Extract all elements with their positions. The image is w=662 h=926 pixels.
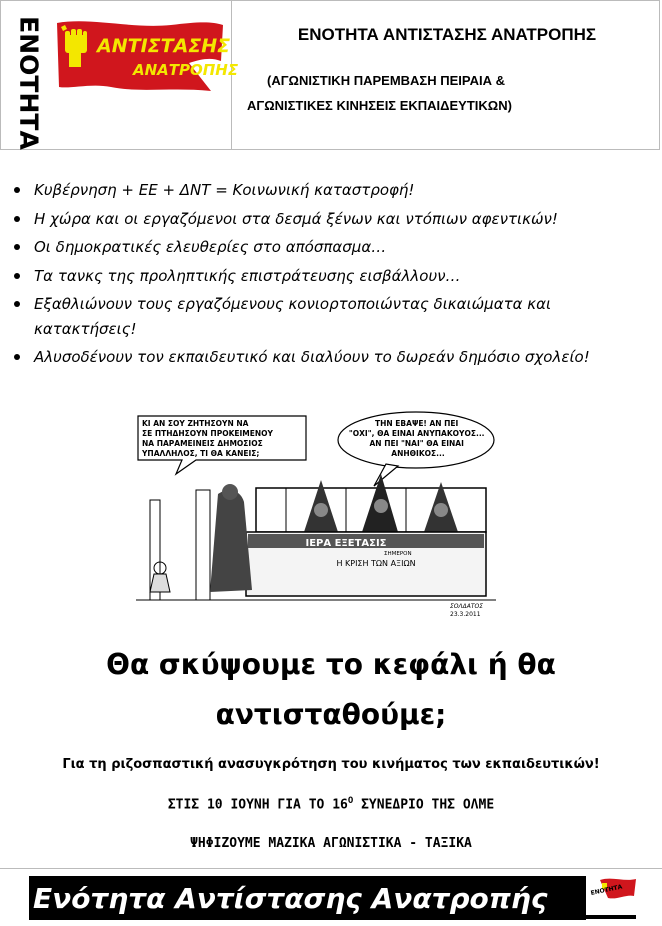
footer-underline xyxy=(586,915,636,919)
footer-logo xyxy=(588,874,638,914)
bullet-dot-icon xyxy=(14,187,20,193)
logo-cell xyxy=(1,1,239,150)
header-subtitle-line1: (ΑΓΩΝΙΣΤΙΚΗ ΠΑΡΕΜΒΑΣΗ ΠΕΙΡΑΙΑ & xyxy=(267,73,505,88)
bullet-text: Εξαθλιώνουν τους εργαζόμενους κονιορτοποιώντας δικαιώματα και κατακτήσεις! xyxy=(34,295,552,338)
footer-banner xyxy=(29,876,586,920)
bubble-right-line: ΤΗΝ ΕΒΑΨΕ! ΑΝ ΠΕΙ xyxy=(375,419,459,428)
bullet-text: Η χώρα και οι εργαζόμενοι στα δεσμά ξένων και ντόπιων αφεντικών! xyxy=(34,209,558,228)
bubble-left-line: ΚΙ ΑΝ ΣΟΥ ΖΗΤΗΣΟΥΝ ΝΑ xyxy=(142,419,249,428)
bullet-dot-icon xyxy=(14,244,20,250)
cartoon-sign-small: ΣΗΜΕΡΟΝ xyxy=(384,551,412,557)
cartoon-sign-sub: Η ΚΡΙΣΗ ΤΩΝ ΑΞΙΩΝ xyxy=(336,559,416,568)
header-subtitle-line2: ΑΓΩΝΙΣΤΙΚΕΣ ΚΙΝΗΣΕΙΣ ΕΚΠΑΙΔΕΥΤΙΚΩΝ) xyxy=(247,98,512,113)
bullet-item xyxy=(12,345,648,370)
logo-flag-line1: ΑΝΤΙΣΤΑΣΗΣ xyxy=(97,35,231,57)
bullet-text: Κυβέρνηση + ΕΕ + ΔΝΤ = Κοινωνική καταστροφή! xyxy=(34,181,415,199)
bullet-dot-icon xyxy=(14,216,20,222)
header-title: ΕΝΟΤΗΤΑ ΑΝΤΙΣΤΑΣΗΣ ΑΝΑΤΡΟΠΗΣ xyxy=(297,25,597,44)
bullet-list xyxy=(12,178,648,374)
vote-line: ΨΗΦΙΖΟΥΜΕ ΜΑΖΙΚΑ ΑΓΩΝΙΣΤΙΚΑ - ΤΑΞΙΚΑ xyxy=(190,836,472,851)
bullet-dot-icon xyxy=(14,273,20,279)
headline-line2: αντισταθούμε; xyxy=(215,698,447,731)
congress-line xyxy=(0,796,662,812)
cartoon-date: 23.3.2011 xyxy=(450,611,481,618)
cartoon-drawing xyxy=(136,410,496,620)
bubble-right-line: ΑΝ ΠΕΙ "ΝΑΙ" ΘΑ ΕΙΝΑΙ xyxy=(369,439,464,448)
cartoon-signature: ΣΟΛΔΑΤΟΣ xyxy=(450,603,484,610)
bubble-left-line: ΝΑ ΠΑΡΑΜΕΙΝΕΙΣ ΔΗΜΟΣΙΟΣ xyxy=(142,439,263,448)
footer-divider xyxy=(0,868,662,869)
congress-pre: ΣΤΙΣ 10 ΙΟΥΝΗ ΓΙΑ ΤΟ 16 xyxy=(167,797,348,813)
congress-sup: Ο xyxy=(347,796,354,806)
bubble-right-line: ΑΝΗΘΙΚΟΣ... xyxy=(391,449,445,458)
logo-flag-line2: ΑΝΑΤΡΟΠΗΣ xyxy=(133,61,239,79)
tagline: Για τη ριζοσπαστική ανασυγκρότηση του κινήματος των εκπαιδευτικών! xyxy=(62,757,600,772)
bullet-text: Τα τανκς της προληπτικής επιστράτευσης εισβάλλουν… xyxy=(34,266,461,285)
bullet-dot-icon xyxy=(14,301,20,307)
bullet-item xyxy=(12,207,648,232)
bullet-text: Οι δημοκρατικές ελευθερίες στο απόσπασμα… xyxy=(34,238,387,256)
logo-flag xyxy=(51,17,239,97)
footer-text: Ενότητα Αντίστασης Ανατροπής xyxy=(33,882,548,915)
bullet-text: Αλυσοδένουν τον εκπαιδευτικό και διαλύουν το δωρεάν δημόσιο σχολείο! xyxy=(34,348,590,366)
bubble-left-line: ΣΕ ΠΤΗΔΗΣΟΥΝ ΠΡΟΚΕΙΜΕΝΟΥ xyxy=(142,429,273,438)
political-cartoon xyxy=(136,410,496,620)
bullet-item xyxy=(12,264,648,289)
logo-vertical-label: ΕΝΟΤΗΤΑ xyxy=(14,16,44,150)
bubble-left-line: ΥΠΑΛΛΗΛΟΣ, ΤΙ ΘΑ ΚΑΝΕΙΣ; xyxy=(142,449,260,458)
bullet-item xyxy=(12,235,648,260)
bullet-dot-icon xyxy=(14,354,20,360)
congress-post: ΣΥΝΕΔΡΙΟ ΤΗΣ ΟΛΜΕ xyxy=(353,797,495,813)
footer-logo-text: ΕΝΟΤΗΤΑ xyxy=(590,883,623,897)
headline-question xyxy=(40,640,622,740)
small-flag-icon xyxy=(588,874,638,914)
red-flag-icon xyxy=(51,17,226,97)
cartoon-sign-main: ΙΕΡΑ ΕΞΕΤΑΣΙΣ xyxy=(305,538,387,549)
bullet-item xyxy=(12,178,648,203)
bullet-item xyxy=(12,292,648,341)
headline-line1: Θα σκύψουμε το κεφάλι ή θα xyxy=(106,648,556,681)
header-table xyxy=(0,0,660,150)
logo-vertical-text xyxy=(7,16,57,150)
bubble-right-line: "ΟΧΙ", ΘΑ ΕΙΝΑΙ ΑΝΥΠΑΚΟΥΟΣ... xyxy=(348,429,485,438)
